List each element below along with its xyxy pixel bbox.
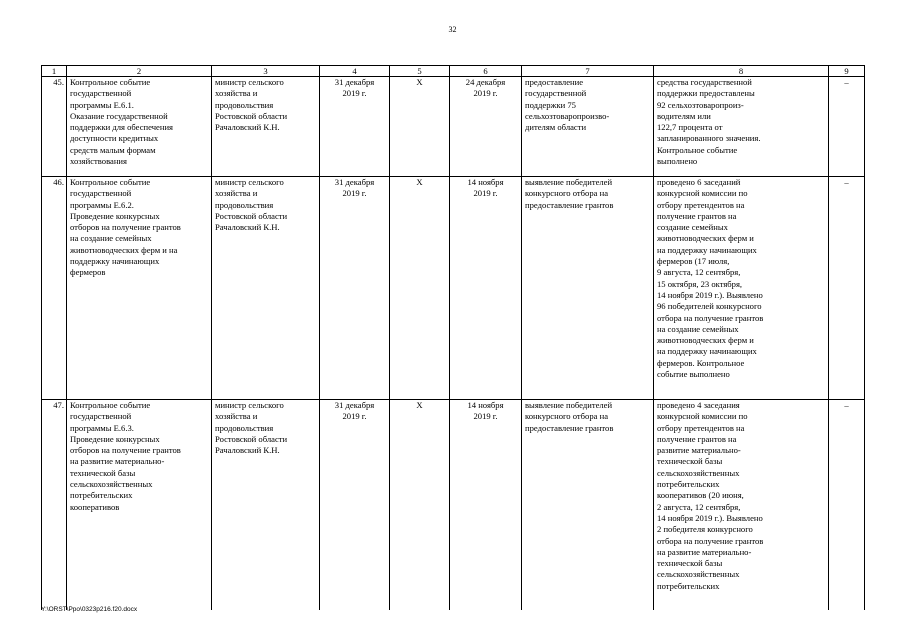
actual-result: средства государственной поддержки предоставлены 92 сельхозтоваропроиз- водителям или 122,7 процента от запланированного значения. Контрольное событие выполнено — [654, 77, 829, 177]
planned-result: выявление победителей конкурсного отбора на предоставление грантов — [522, 400, 654, 611]
row-number: 46. — [42, 177, 67, 400]
header-cell-7: 7 — [522, 66, 654, 77]
table-row — [42, 400, 865, 611]
header-cell-9: 9 — [829, 66, 865, 77]
header-cell-6: 6 — [450, 66, 522, 77]
actual-date: 24 декабря 2019 г. — [450, 77, 522, 177]
file-path-footer: Y:\ORST\Ppo\0323p216.f20.docx — [41, 606, 138, 613]
planned-result: предоставление государственной поддержки 75 сельхозтоваропроизво- дителям области — [522, 77, 654, 177]
responsible-person: министр сельского хозяйства и продовольствия Ростовской области Рачаловский К.Н. — [212, 77, 320, 177]
actual-result: проведено 4 заседания конкурсной комиссии по отбору претендентов на получение грантов на развитие материально- технической базы сельскохозяйственных потребительских кооперативов (20 июня, 2 августа, 12 сентября, 14 ноября 2019 г.). Выявлено 2 победителя конкурсного отбора на получение грантов на развитие материально- технической базы сельскохозяйственных потребительских — [654, 400, 829, 611]
event-description: Контрольное событие государственной программы Е.6.3. Проведение конкурсных отборов на получение грантов на развитие материально- технической базы сельскохозяйственных потребительских кооперативов — [67, 400, 212, 611]
responsible-person: министр сельского хозяйства и продовольствия Ростовской области Рачаловский К.Н. — [212, 177, 320, 400]
column-5-mark: X — [390, 400, 450, 611]
column-5-mark: X — [390, 77, 450, 177]
event-description: Контрольное событие государственной программы Е.6.1. Оказание государственной поддержки для обеспечения доступности кредитных средств малым формам хозяйствования — [67, 77, 212, 177]
header-cell-4: 4 — [320, 66, 390, 77]
planned-result: выявление победителей конкурсного отбора на предоставление грантов — [522, 177, 654, 400]
planned-date: 31 декабря 2019 г. — [320, 400, 390, 611]
actual-date: 14 ноября 2019 г. — [450, 400, 522, 611]
header-cell-2: 2 — [67, 66, 212, 77]
header-cell-3: 3 — [212, 66, 320, 77]
column-9-note: – — [829, 177, 865, 400]
header-cell-5: 5 — [390, 66, 450, 77]
planned-date: 31 декабря 2019 г. — [320, 177, 390, 400]
column-9-note: – — [829, 77, 865, 177]
header-row — [42, 66, 865, 77]
table-row — [42, 77, 865, 177]
header-cell-8: 8 — [654, 66, 829, 77]
page-number: 32 — [448, 25, 457, 34]
column-9-note: – — [829, 400, 865, 611]
responsible-person: министр сельского хозяйства и продовольствия Ростовской области Рачаловский К.Н. — [212, 400, 320, 611]
report-table — [41, 65, 865, 610]
header-cell-1: 1 — [42, 66, 67, 77]
column-5-mark: X — [390, 177, 450, 400]
table-row — [42, 177, 865, 400]
row-number: 47. — [42, 400, 67, 611]
event-description: Контрольное событие государственной программы Е.6.2. Проведение конкурсных отборов на получение грантов на создание семейных животноводческих ферм и на поддержку начинающих фермеров — [67, 177, 212, 400]
actual-result: проведено 6 заседаний конкурсной комиссии по отбору претендентов на получение грантов на создание семейных животноводческих ферм и на поддержку начинающих фермеров (17 июля, 9 августа, 12 сентября, 15 октября, 23 октября, 14 ноября 2019 г.). Выявлено 96 победителей конкурсного отбора на получение грантов на создание семейных животноводческих ферм и на поддержку начинающих фермеров. Контрольное событие выполнено — [654, 177, 829, 400]
actual-date: 14 ноября 2019 г. — [450, 177, 522, 400]
planned-date: 31 декабря 2019 г. — [320, 77, 390, 177]
row-number: 45. — [42, 77, 67, 177]
